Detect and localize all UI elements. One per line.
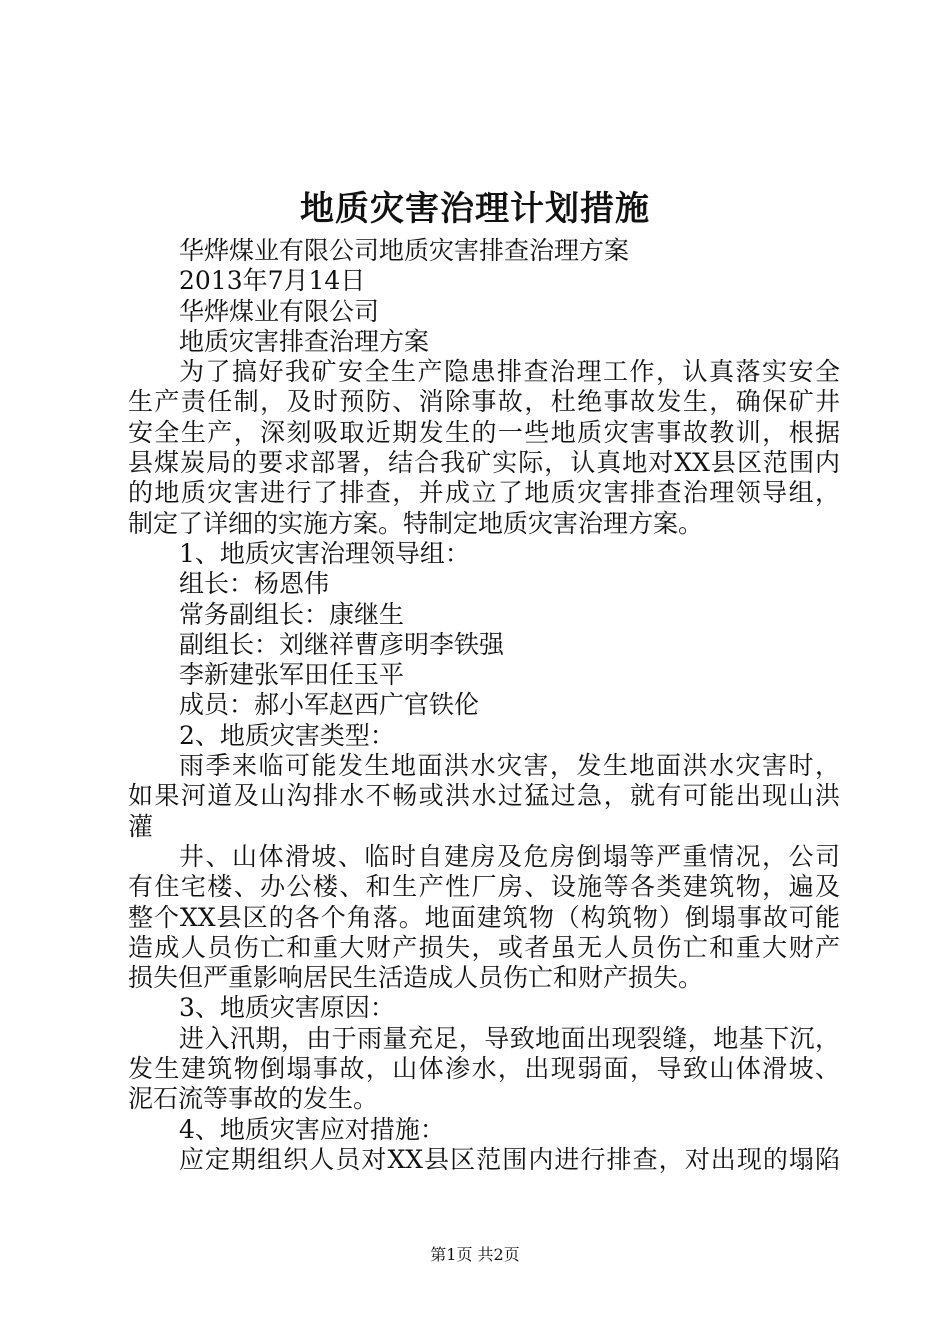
body-line: 常务副组长：康继生 xyxy=(179,599,405,629)
body-line: 华烨煤业有限公司地质灾害排查治理方案 xyxy=(179,236,630,265)
body-line: 雨季来临可能发生地面洪水灾害，发生地面洪水灾害时， xyxy=(179,751,840,781)
body-line: 灌 xyxy=(128,811,154,841)
body-line: 的地质灾害进行了排查，并成立了地质灾害排查治理领导组， xyxy=(128,478,840,508)
body-line: 安全生产，深刻吸取近期发生的一些地质灾害事故教训，根据 xyxy=(128,417,840,447)
section-heading: 2、地质灾害类型： xyxy=(179,720,395,750)
body-line: 生产责任制，及时预防、消除事故，杜绝事故发生，确保矿井 xyxy=(128,387,840,417)
document-title: 地质灾害治理计划措施 xyxy=(300,189,650,229)
body-line: 地质灾害排查治理方案 xyxy=(179,326,430,356)
body-line: 泥石流等事故的发生。 xyxy=(128,1084,379,1114)
body-line: 损失但严重影响居民生活造成人员伤亡和财产损失。 xyxy=(128,963,704,993)
body-line: 为了搞好我矿安全生产隐患排查治理工作，认真落实安全 xyxy=(179,357,840,387)
section-heading: 3、地质灾害原因： xyxy=(179,993,395,1023)
page-footer: 第1页 共2页 xyxy=(430,1245,520,1264)
body-line: 制定了详细的实施方案。特制定地质灾害治理方案。 xyxy=(128,508,704,538)
body-line: 李新建张军田任玉平 xyxy=(179,660,405,690)
body-line: 成员：郝小军赵西广官铁伦 xyxy=(179,690,480,720)
body-line: 井、山体滑坡、临时自建房及危房倒塌等严重情况，公司 xyxy=(179,841,840,871)
body-line: 进入汛期，由于雨量充足，导致地面出现裂缝，地基下沉， xyxy=(179,1023,840,1053)
body-line: 组长：杨恩伟 xyxy=(179,569,330,599)
body-line: 应定期组织人员对XX县区范围内进行排查，对出现的塌陷 xyxy=(179,1144,840,1174)
body-line: 县煤炭局的要求部署，结合我矿实际，认真地对XX县区范围内 xyxy=(128,448,840,478)
body-line: 造成人员伤亡和重大财产损失，或者虽无人员伤亡和重大财产 xyxy=(128,932,840,962)
section-heading: 4、地质灾害应对措施： xyxy=(179,1114,445,1144)
body-line: 发生建筑物倒塌事故，山体渗水，出现弱面，导致山体滑坡、 xyxy=(128,1054,840,1084)
body-line: 华烨煤业有限公司 xyxy=(179,296,380,326)
document-body xyxy=(128,236,840,1175)
body-line: 有住宅楼、办公楼、和生产性厂房、设施等各类建筑物，遍及 xyxy=(128,872,840,902)
section-heading: 1、地质灾害治理领导组： xyxy=(179,538,470,568)
body-line: 整个XX县区的各个角落。地面建筑物（构筑物）倒塌事故可能 xyxy=(128,902,840,932)
body-line: 如果河道及山沟排水不畅或洪水过猛过急，就有可能出现山洪 xyxy=(128,781,840,811)
body-line: 2013年7月14日 xyxy=(179,266,366,296)
body-line: 副组长：刘继祥曹彦明李铁强 xyxy=(179,629,505,659)
